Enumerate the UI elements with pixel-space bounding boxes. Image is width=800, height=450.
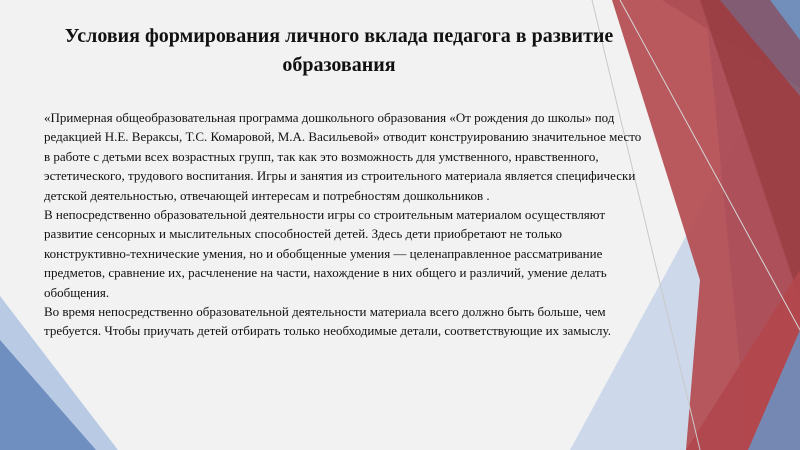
slide-title: Условия формирования личного вклада педагога в развитие образования: [64, 25, 614, 76]
left-blue-triangle: [0, 340, 96, 450]
body-paragraph-2: В непосредственно образовательной деятельности игры со строительным материалом осуществляют развитие сенсорных и мыслительных способностей детей. Здесь дети приобретают не только конструктивно-технические умения, но и обобщенные умения — целенаправленное рассматривание предметов, сравнение их, расчленение на части, нахождение в них общего и различий, умение делать обобщения.: [44, 207, 607, 300]
slide-body: [44, 108, 644, 341]
body-paragraph-1: «Примерная общеобразовательная программа дошкольного образования «От рождения до школы» под редакцией Н.Е. Вераксы, Т.С. Комаровой, М.А. Васильевой» отводит конструированию значительное место в работе с детьми всех возрастных групп, так как это возможность для умственного, нравственного, эстетического, трудового воспитания. Игры и занятия из строительного материала является специфически детской деятельностью, отвечающей интересам и потребностям дошкольников .: [44, 110, 642, 203]
body-paragraph-3: Во время непосредственно образовательной деятельности материала всего должно быть больше, чем требуется. Чтобы приучать детей отбирать только необходимые детали, соответствующие их замыслу.: [44, 304, 611, 339]
